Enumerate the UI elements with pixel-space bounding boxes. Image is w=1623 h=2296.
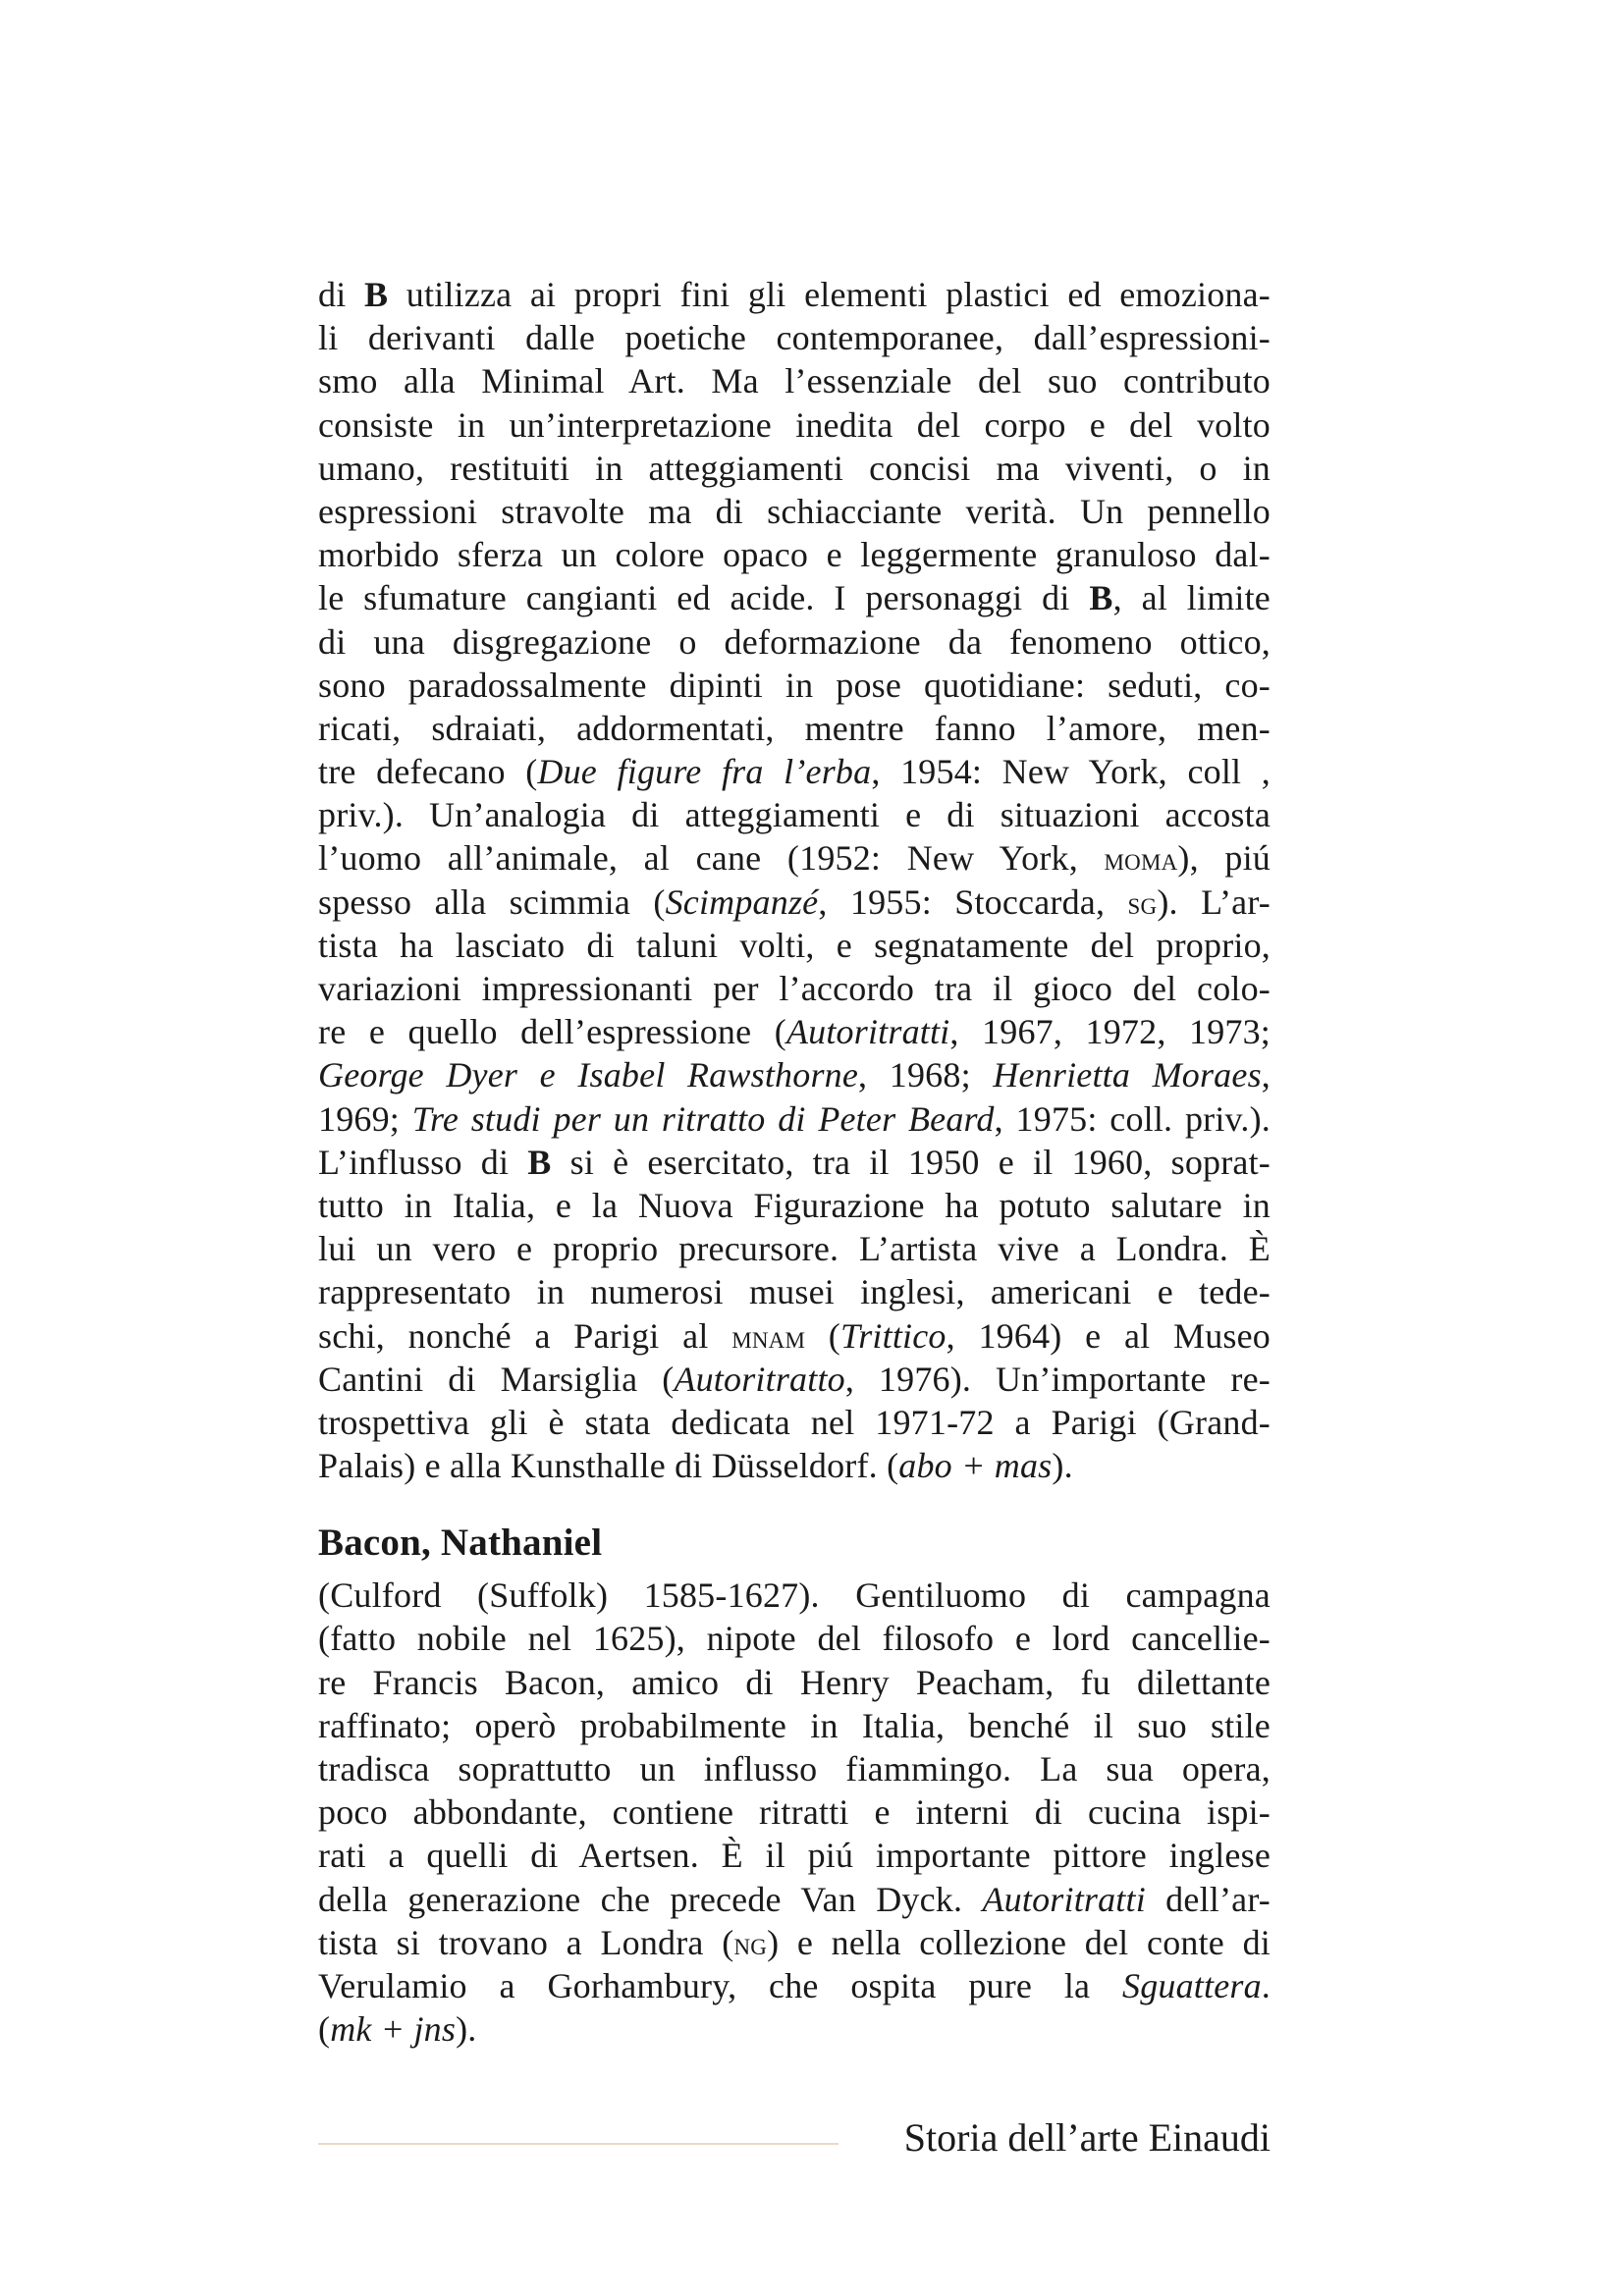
text-segment: l’uomo all’animale, al cane (1952: New York, [318, 838, 1105, 879]
text-segment: espressioni stravolte ma di schiacciante verità. Un pennello [318, 491, 1271, 531]
text-line [318, 664, 1271, 707]
text-line [318, 359, 1271, 402]
text-line [318, 1184, 1271, 1227]
text-line [318, 447, 1271, 490]
text-segment: , al limite [1112, 578, 1271, 618]
text-segment: Verulamio a Gorhambury, che ospita pure la [318, 1965, 1122, 2005]
text-line [318, 1270, 1271, 1313]
text-line [318, 750, 1271, 793]
footer-title: Storia dell’arte Einaudi [903, 2115, 1271, 2160]
text-segment: variazioni impressionanti per l’accordo tra il gioco del colo- [318, 969, 1271, 1008]
text-segment: , [1261, 1055, 1271, 1095]
text-line [318, 1878, 1271, 1921]
text-line [318, 620, 1271, 664]
text-line [318, 1401, 1271, 1444]
text-line [318, 1964, 1271, 2007]
text-line [318, 2007, 1271, 2051]
text-line [318, 924, 1271, 967]
text-line [318, 316, 1271, 359]
page-footer [318, 2110, 1271, 2169]
text-line [318, 1358, 1271, 1401]
text-segment: Trittico [839, 1315, 947, 1356]
text-line [318, 1574, 1271, 1617]
text-segment: , 1964) e al Museo [946, 1315, 1271, 1356]
text-segment: Palais) e alla Kunsthalle di Düsseldorf. ( [318, 1446, 899, 1486]
text-line [318, 1617, 1271, 1660]
text-line [318, 1444, 1271, 1487]
text-segment: ). [1052, 1446, 1073, 1486]
text-line [318, 1661, 1271, 1704]
text-segment: B [527, 1142, 552, 1182]
entry-bacon-francis-continuation [318, 273, 1271, 1487]
text-segment: ricati, sdraiati, addormentati, mentre fanno l’amore, men- [318, 708, 1271, 748]
text-segment: George Dyer e Isabel Rawsthorne [318, 1055, 859, 1095]
text-line [318, 273, 1271, 316]
text-segment: 1969; [318, 1098, 412, 1139]
text-segment: Scimpanzé [665, 881, 819, 922]
text-line [318, 403, 1271, 447]
text-line [318, 1747, 1271, 1790]
text-line [318, 793, 1271, 836]
text-segment: della generazione che precede Van Dyck. [318, 1879, 983, 1919]
text-line [318, 836, 1271, 880]
text-segment: B [1089, 578, 1113, 618]
text-line [318, 576, 1271, 619]
text-segment: umano, restituiti in atteggiamenti concisi ma viventi, o in [318, 448, 1271, 488]
text-segment: L’influsso di [318, 1142, 528, 1182]
text-segment: re Francis Bacon, amico di Henry Peacham, fu dilettante [318, 1662, 1271, 1702]
text-segment: sono paradossalmente dipinti in pose quotidiane: seduti, co- [318, 665, 1271, 705]
text-line [318, 1921, 1271, 1964]
text-segment: , 1976). Un’importante re- [844, 1359, 1271, 1399]
text-segment: di [318, 275, 364, 314]
text-segment: rati a quelli di Aertsen. È il piú importante pittore inglese [318, 1836, 1271, 1876]
text-segment: , 1967, 1972, 1973; [949, 1012, 1271, 1052]
text-segment: , 1975: coll. priv.). [994, 1098, 1271, 1139]
text-segment: consiste in un’interpretazione inedita del corpo e del volto [318, 404, 1271, 445]
text-line [318, 1010, 1271, 1053]
text-line [318, 967, 1271, 1010]
text-segment: Due figure fra l’erba [537, 752, 872, 792]
text-segment: ), piú [1177, 838, 1271, 879]
text-line [318, 1704, 1271, 1747]
text-segment: si è esercitato, tra il 1950 e il 1960, soprat- [551, 1142, 1271, 1182]
text-segment: tre defecano ( [318, 752, 538, 792]
text-line [318, 881, 1271, 924]
text-segment: trospettiva gli è stata dedicata nel 1971-72 a Parigi (Grand- [318, 1402, 1271, 1442]
text-segment: Autoritratto [674, 1359, 845, 1399]
text-segment: ( [318, 2009, 331, 2050]
text-segment: (Culford (Suffolk) 1585-1627). Gentiluomo di campagna [318, 1575, 1271, 1616]
text-segment: Autoritratti [982, 1879, 1146, 1919]
text-segment: tradisca soprattutto un influsso fiammingo. La sua opera, [318, 1749, 1271, 1789]
text-segment: priv.). Un’analogia di atteggiamenti e di situazioni accosta [318, 795, 1271, 835]
text-segment: rappresentato in numerosi musei inglesi, americani e tede- [318, 1272, 1271, 1312]
text-segment: dell’ar- [1145, 1879, 1271, 1919]
text-line [318, 707, 1271, 750]
text-segment: tista ha lasciato di taluni volti, e segnatamente del proprio, [318, 925, 1271, 965]
text-segment: sg [1127, 884, 1158, 922]
text-segment: utilizza ai propri fini gli elementi plastici ed emoziona- [388, 275, 1271, 314]
text-line [318, 1097, 1271, 1141]
text-line [318, 1141, 1271, 1184]
text-segment: spesso alla scimmia ( [318, 881, 666, 922]
text-segment: Cantini di Marsiglia ( [318, 1359, 675, 1399]
text-line [318, 1834, 1271, 1877]
text-segment: di una disgregazione o deformazione da fenomeno ottico, [318, 621, 1271, 662]
text-segment: ( [805, 1315, 840, 1356]
text-line [318, 1053, 1271, 1096]
text-segment: li derivanti dalle poetiche contemporanee, dall’espressioni- [318, 318, 1271, 358]
text-line [318, 1314, 1271, 1358]
text-segment: Tre studi per un ritratto di Peter Beard [411, 1098, 995, 1139]
text-segment: smo alla Minimal Art. Ma l’essenziale del suo contributo [318, 361, 1271, 401]
entry-bacon-nathaniel-text [318, 1574, 1271, 2051]
text-segment: tutto in Italia, e la Nuova Figurazione ha potuto salutare in [318, 1185, 1271, 1225]
text-segment: abo + mas [898, 1446, 1053, 1486]
text-segment: ). [456, 2009, 477, 2050]
text-segment: Henrietta Moraes [993, 1055, 1262, 1095]
text-segment: , 1968; [858, 1055, 994, 1095]
text-segment: le sfumature cangianti ed acide. I personaggi di [318, 578, 1090, 618]
text-line [318, 533, 1271, 576]
text-segment: poco abbondante, contiene ritratti e interni di cucina ispi- [318, 1792, 1271, 1833]
text-segment: , 1954: New York, coll , [871, 752, 1271, 792]
text-segment: raffinato; operò probabilmente in Italia, benché il suo stile [318, 1705, 1271, 1745]
text-segment: re e quello dell’espressione ( [318, 1012, 786, 1052]
text-segment: ). L’ar- [1157, 881, 1271, 922]
text-line [318, 1227, 1271, 1270]
text-line [318, 1790, 1271, 1834]
text-segment: ) e nella collezione del conte di [767, 1922, 1271, 1962]
text-segment: mnam [731, 1318, 806, 1356]
text-segment: tista si trovano a Londra ( [318, 1922, 734, 1962]
text-segment: lui un vero e proprio precursore. L’artista vive a Londra. È [318, 1229, 1271, 1269]
text-segment: B [363, 275, 389, 314]
text-segment: schi, nonché a Parigi al [318, 1315, 732, 1356]
text-segment: mk + jns [330, 2009, 457, 2050]
text-segment: Sguattera [1122, 1965, 1262, 2005]
text-segment: morbido sferza un colore opaco e leggermente granuloso dal- [318, 535, 1271, 575]
footer-rule [318, 2143, 839, 2145]
text-segment: . [1261, 1965, 1271, 2005]
text-segment: (fatto nobile nel 1625), nipote del filosofo e lord cancellie- [318, 1619, 1271, 1659]
text-segment: moma [1104, 841, 1178, 879]
text-line [318, 490, 1271, 533]
entry-heading: Bacon, Nathaniel [318, 1522, 603, 1565]
text-segment: Autoritratti [785, 1012, 950, 1052]
text-segment: , 1955: Stoccarda, [818, 881, 1128, 922]
text-segment: ng [733, 1925, 768, 1962]
page-body [318, 273, 1271, 2051]
